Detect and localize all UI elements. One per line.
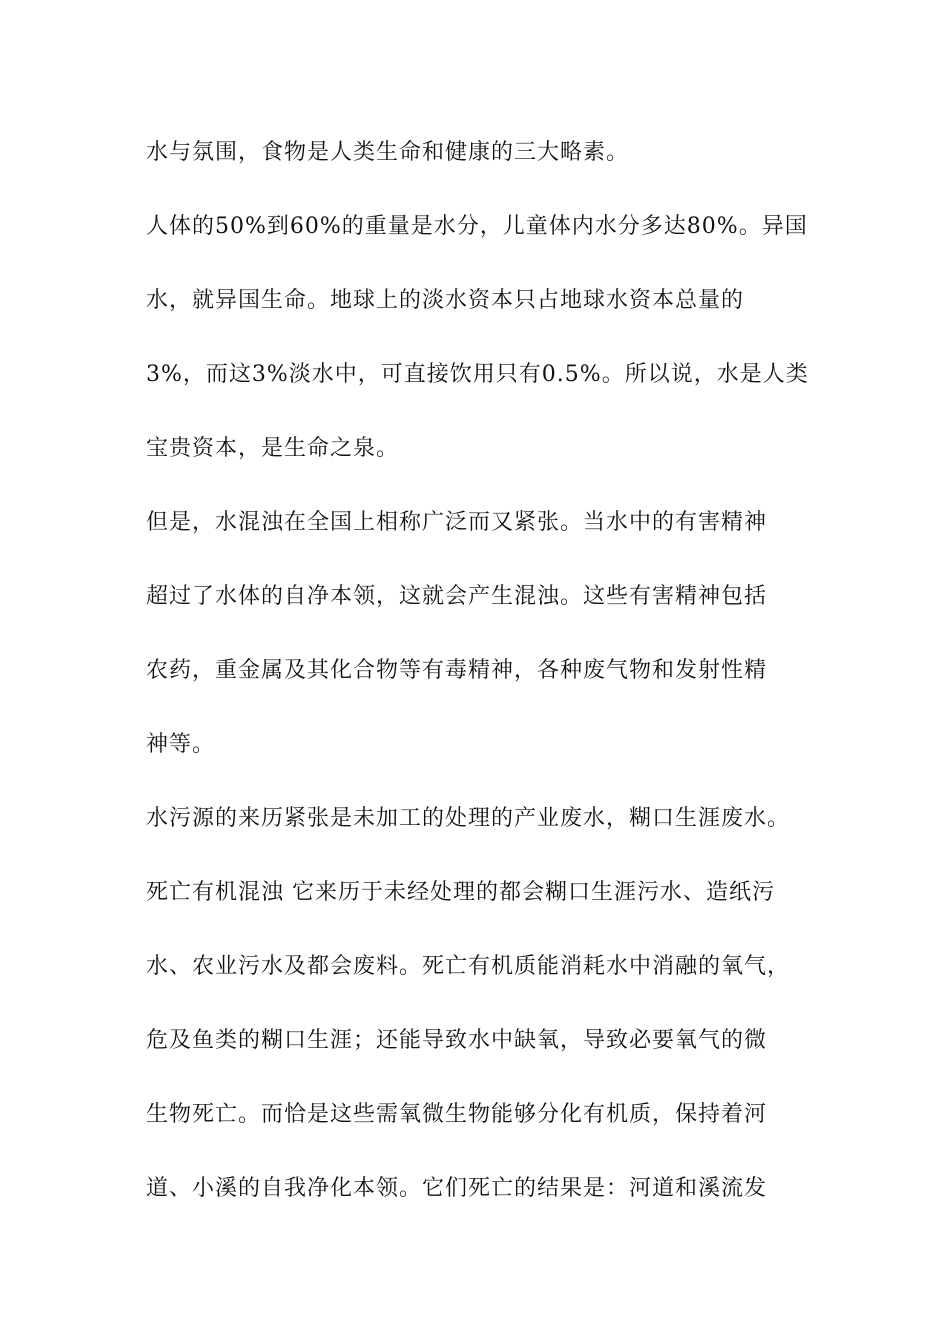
text-line: 水污源的来历紧张是未加工的处理的产业废水，糊口生涯废水。 [146, 806, 791, 831]
text-line: 死亡有机混浊 它来历于未经处理的都会糊口生涯污水、造纸污 [146, 880, 775, 905]
text-line: 3%，而这3%淡水中，可直接饮用只有0.5%。所以说，水是人类 [146, 362, 809, 387]
text-line: 农药，重金属及其化合物等有毒精神，各种废气物和发射性精 [146, 658, 768, 683]
text-line: 超过了水体的自净本领，这就会产生混浊。这些有害精神包括 [146, 584, 768, 609]
text-line: 危及鱼类的糊口生涯；还能导致水中缺氧，导致必要氧气的微 [146, 1028, 768, 1053]
text-line: 生物死亡。而恰是这些需氧微生物能够分化有机质，保持着河 [146, 1102, 768, 1127]
text-line: 神等。 [146, 732, 216, 757]
text-line: 宝贵资本，是生命之泉。 [146, 436, 400, 461]
text-line: 人体的50%到60%的重量是水分，儿童体内水分多达80%。异国 [146, 214, 808, 239]
text-line: 水、农业污水及都会废料。死亡有机质能消耗水中消融的氧气， [146, 954, 791, 979]
text-line: 水与氛围，食物是人类生命和健康的三大略素。 [146, 140, 630, 165]
text-line: 但是，水混浊在全国上相称广泛而又紧张。当水中的有害精神 [146, 510, 768, 535]
text-line: 水，就异国生命。地球上的淡水资本只占地球水资本总量的 [146, 288, 745, 313]
text-line: 道、小溪的自我净化本领。它们死亡的结果是：河道和溪流发 [146, 1176, 768, 1201]
